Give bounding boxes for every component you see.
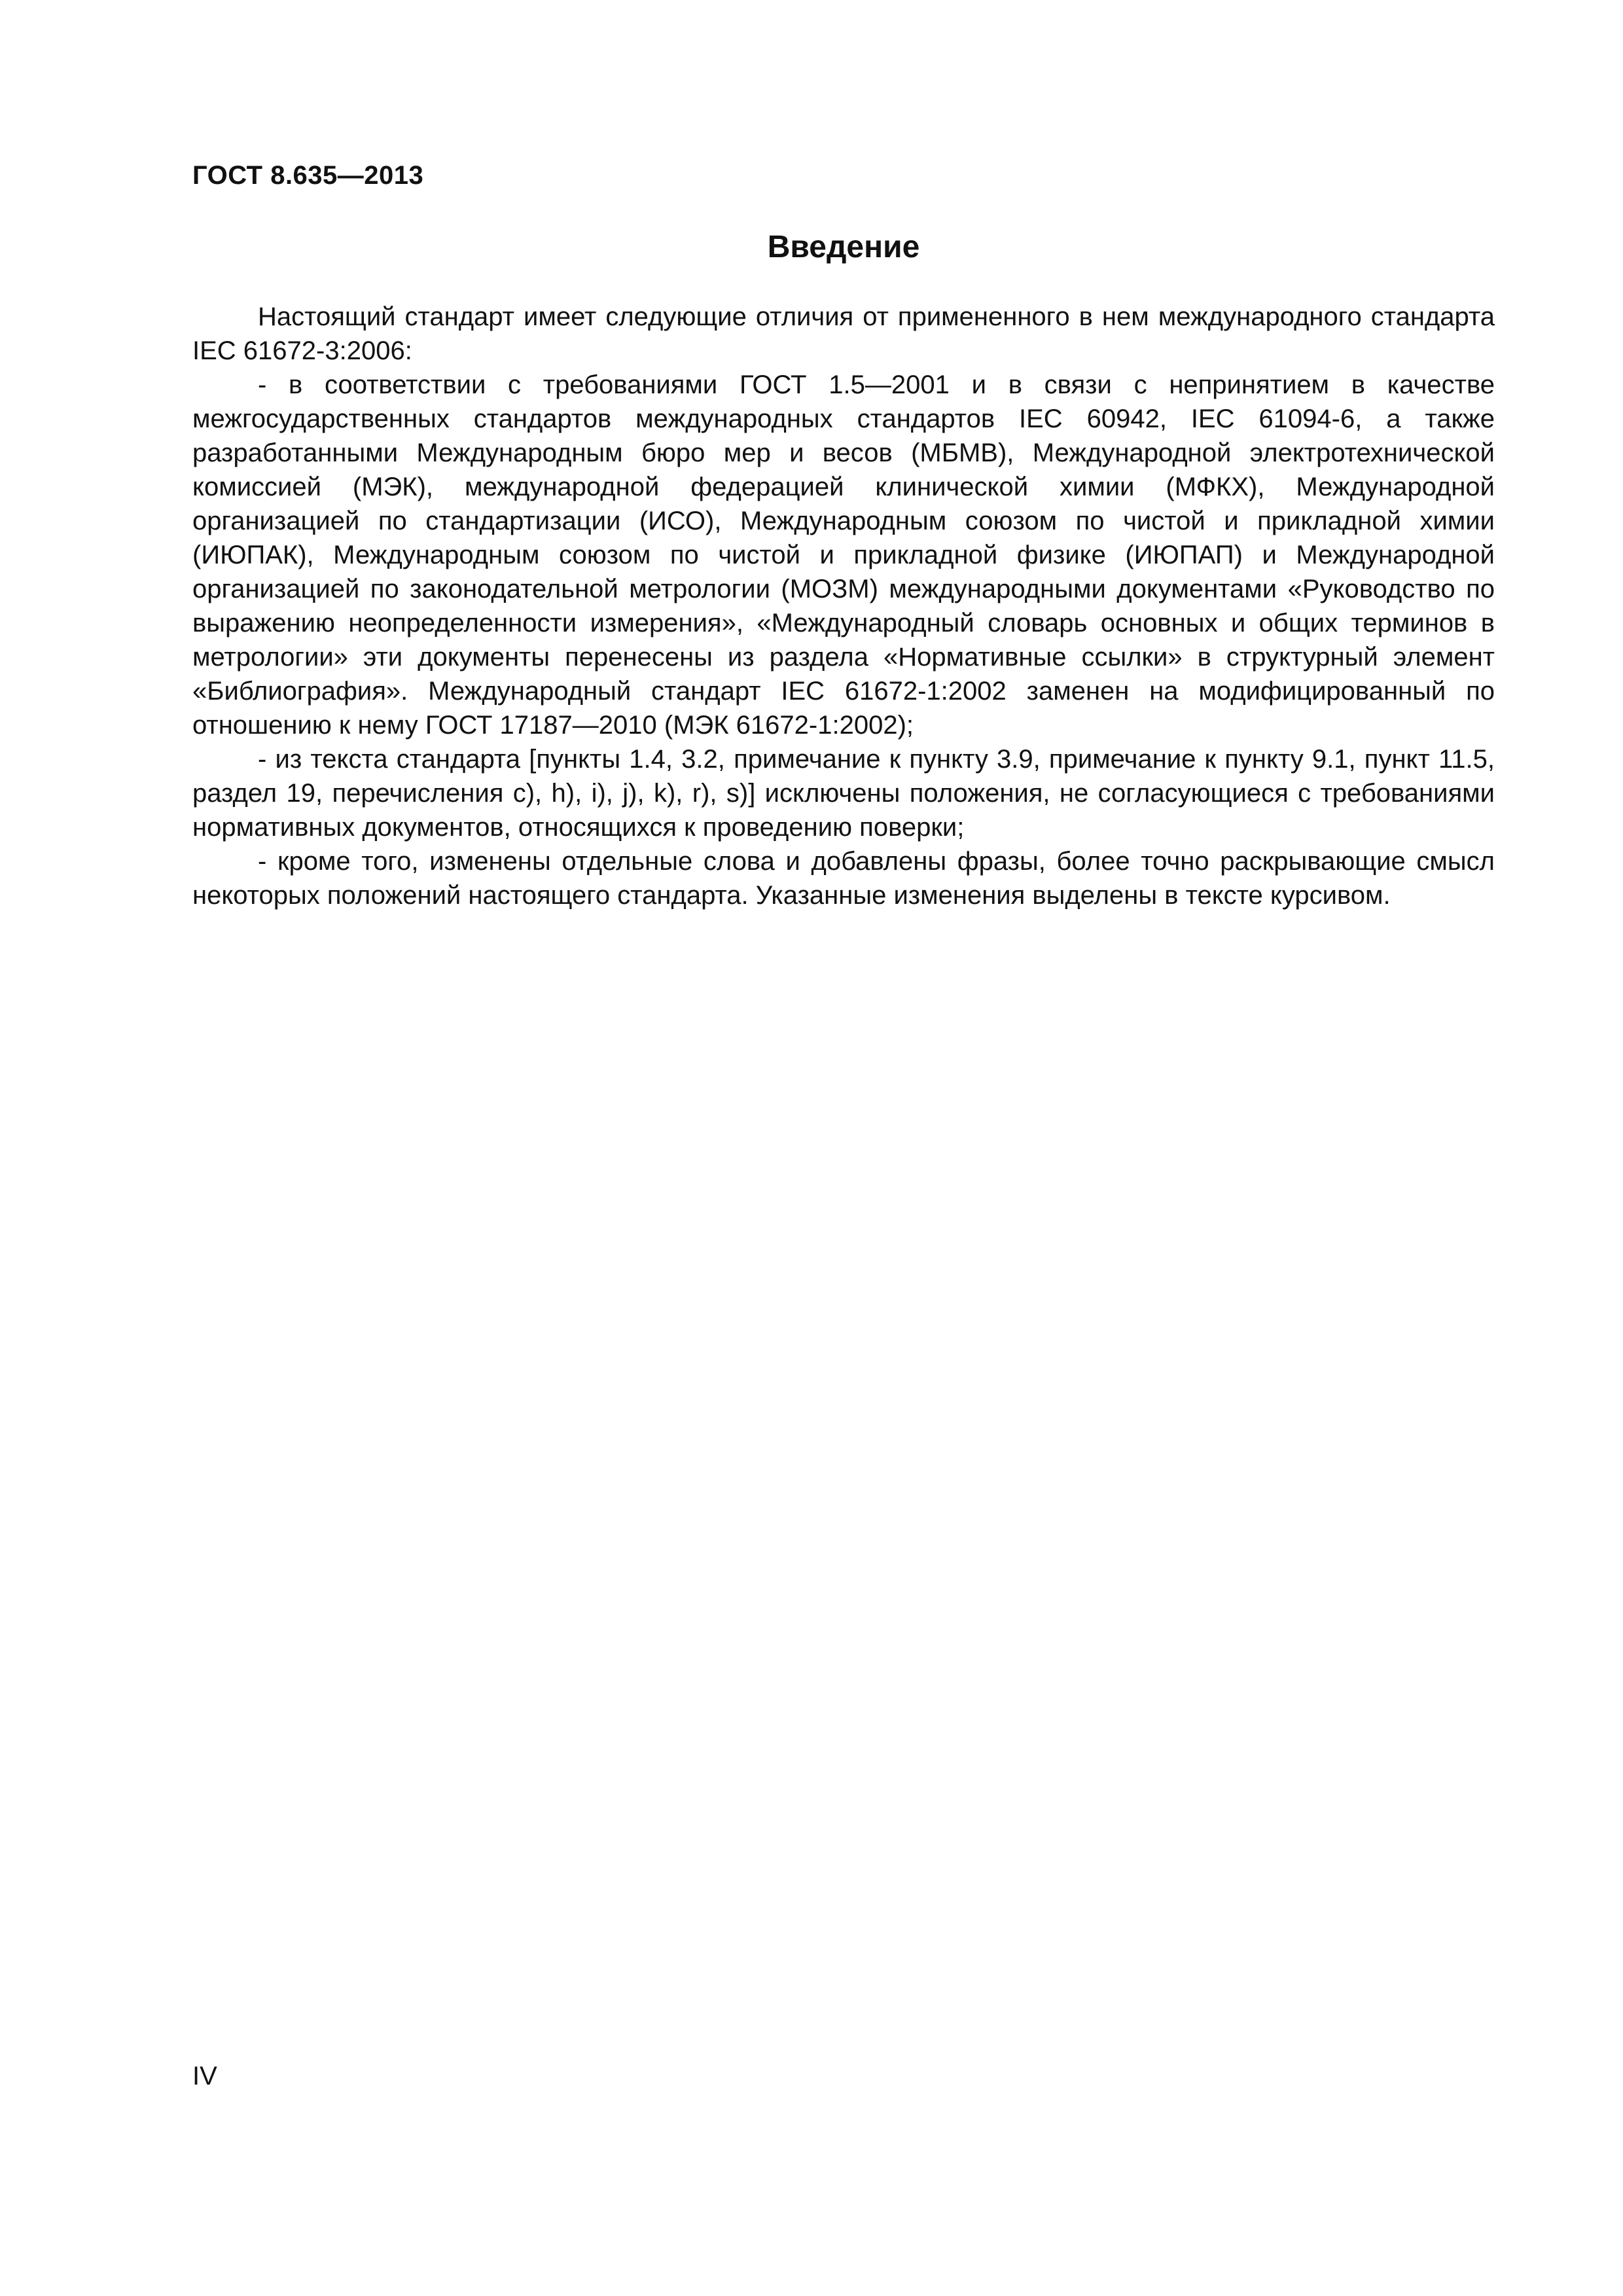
paragraph: Настоящий стандарт имеет следующие отличия от примененного в нем международного стандарта IEC 61672-3:2006:: [192, 302, 1495, 365]
body-text: [192, 300, 1495, 912]
paragraph: - из текста стандарта [пункты 1.4, 3.2, примечание к пункту 3.9, примечание к пункту 9.1, пункт 11.5, раздел 19, перечисления c), h), i), j), k), r), s)] исключены положения, не согласующиеся с требованиями нормативных документов, относящихся к проведению поверки;: [192, 745, 1495, 842]
section-title: Введение: [767, 230, 920, 264]
paragraph: - кроме того, изменены отдельные слова и добавлены фразы, более точно раскрывающие смысл некоторых положений настоящего стандарта. Указанные изменения выделены в тексте курсивом.: [192, 847, 1495, 910]
page-number: IV: [192, 2062, 217, 2090]
paragraph: - в соответствии с требованиями ГОСТ 1.5—2001 и в связи с непринятием в качестве межгосударственных стандартов международных стандартов IEC 60942, IEC 61094-6, а также разработанными Международным бюро мер и весов (МБМВ), Международной электротехнической комиссией (МЭК), международной федерацией клинической химии (МФКХ), Международной организацией по стандартизации (ИСО), Международным союзом по чистой и прикладной химии (ИЮПАК), Международным союзом по чистой и прикладной физике (ИЮПАП) и Международной организацией по законодательной метрологии (МОЗМ) международными документами «Руководство по выражению неопределенности измерения», «Международный словарь основных и общих терминов в метрологии» эти документы перенесены из раздела «Нормативные ссылки» в структурный элемент «Библиография». Международный стандарт IEC 61672-1:2002 заменен на модифицированный по отношению к нему ГОСТ 17187—2010 (МЭК 61672-1:2002);: [192, 370, 1495, 740]
document-header: ГОСТ 8.635—2013: [192, 161, 424, 190]
